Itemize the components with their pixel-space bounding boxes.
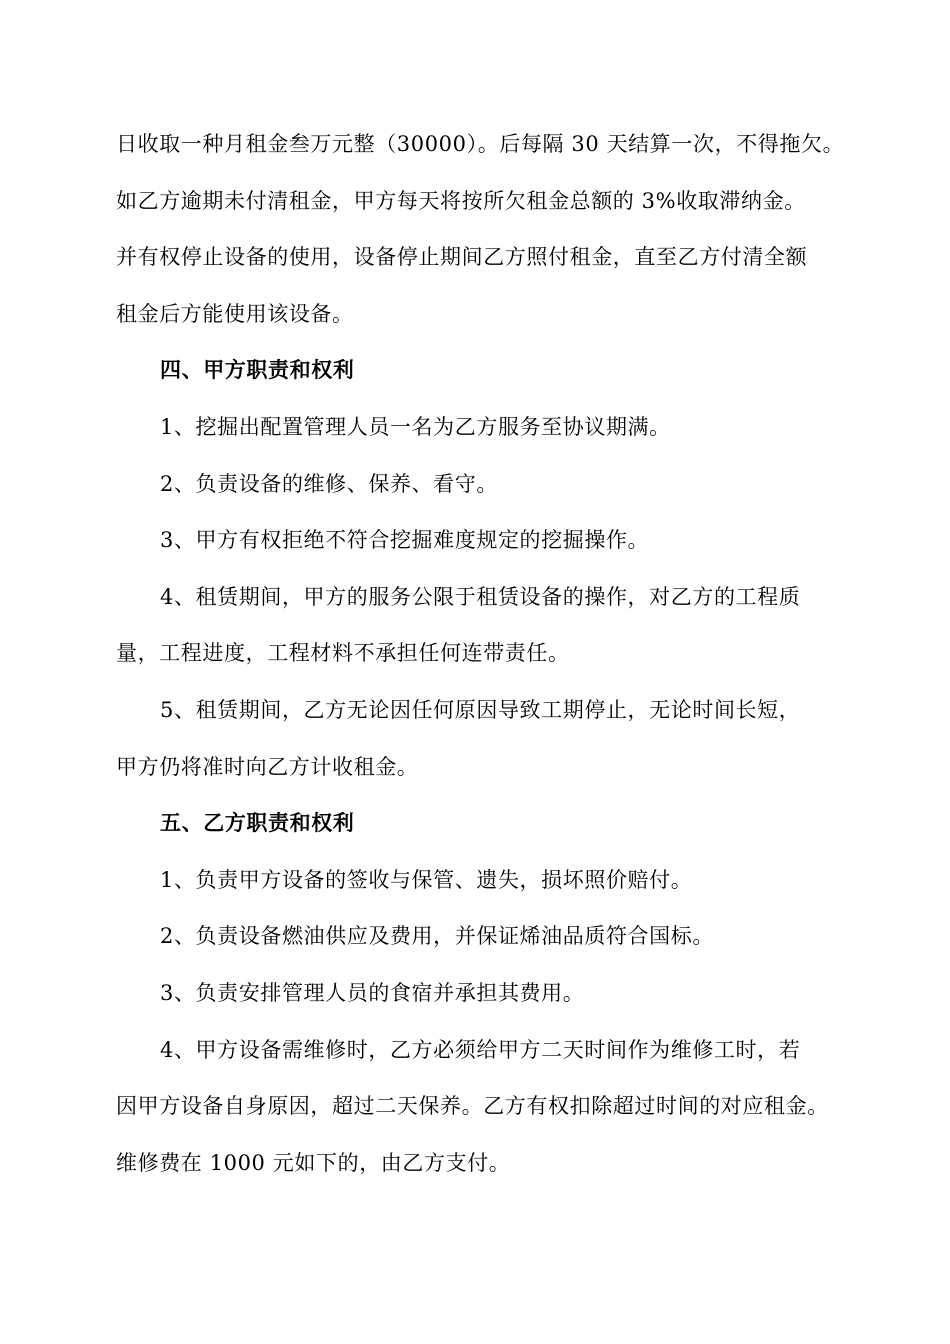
list-item-4-4-continued: 量，工程进度，工程材料不承担任何连带责任。 <box>116 641 570 666</box>
body-line-1: 日收取一种月租金叁万元整（30000）。后每隔 30 天结算一次，不得拖欠。 <box>116 132 845 156</box>
list-item-5-4: 4、甲方设备需维修时，乙方必须给甲方二天时间作为维修工时，若 <box>160 1037 801 1062</box>
body-line-4: 租金后方能使用该设备。 <box>116 301 354 326</box>
list-item-5-2: 2、负责设备燃油供应及费用，并保证烯油品质符合国标。 <box>160 924 714 949</box>
body-line-2: 如乙方逾期未付清租金，甲方每天将按所欠租金总额的 3%收取滞纳金。 <box>116 188 806 213</box>
section-heading-5: 五、乙方职责和权利 <box>160 810 355 836</box>
list-item-4-4: 4、租赁期间，甲方的服务公限于租赁设备的操作，对乙方的工程质 <box>160 584 801 609</box>
list-item-4-3: 3、甲方有权拒绝不符合挖掘难度规定的挖掘操作。 <box>160 528 650 553</box>
body-line-3: 并有权停止设备的使用，设备停止期间乙方照付租金，直至乙方付清全额 <box>116 245 808 270</box>
list-item-4-5: 5、租赁期间，乙方无论因任何原因导致工期停止，无论时间长短， <box>160 697 801 722</box>
list-item-5-4-continued-2: 维修费在 1000 元如下的，由乙方支付。 <box>116 1150 511 1175</box>
list-item-5-4-continued: 因甲方设备自身原因，超过二天保养。乙方有权扣除超过时间的对应租金。 <box>116 1094 829 1119</box>
section-heading-4: 四、甲方职责和权利 <box>160 357 355 383</box>
list-item-4-5-continued: 甲方仍将准时向乙方计收租金。 <box>116 754 419 779</box>
list-item-4-1: 1、挖掘出配置管理人员一名为乙方服务至协议期满。 <box>160 414 671 439</box>
list-item-5-1: 1、负责甲方设备的签收与保管、遗失，损坏照价赔付。 <box>160 867 693 892</box>
document-body <box>116 116 845 1191</box>
list-item-4-2: 2、负责设备的维修、保养、看守。 <box>160 471 498 496</box>
list-item-5-3: 3、负责安排管理人员的食宿并承担其费用。 <box>160 980 585 1005</box>
